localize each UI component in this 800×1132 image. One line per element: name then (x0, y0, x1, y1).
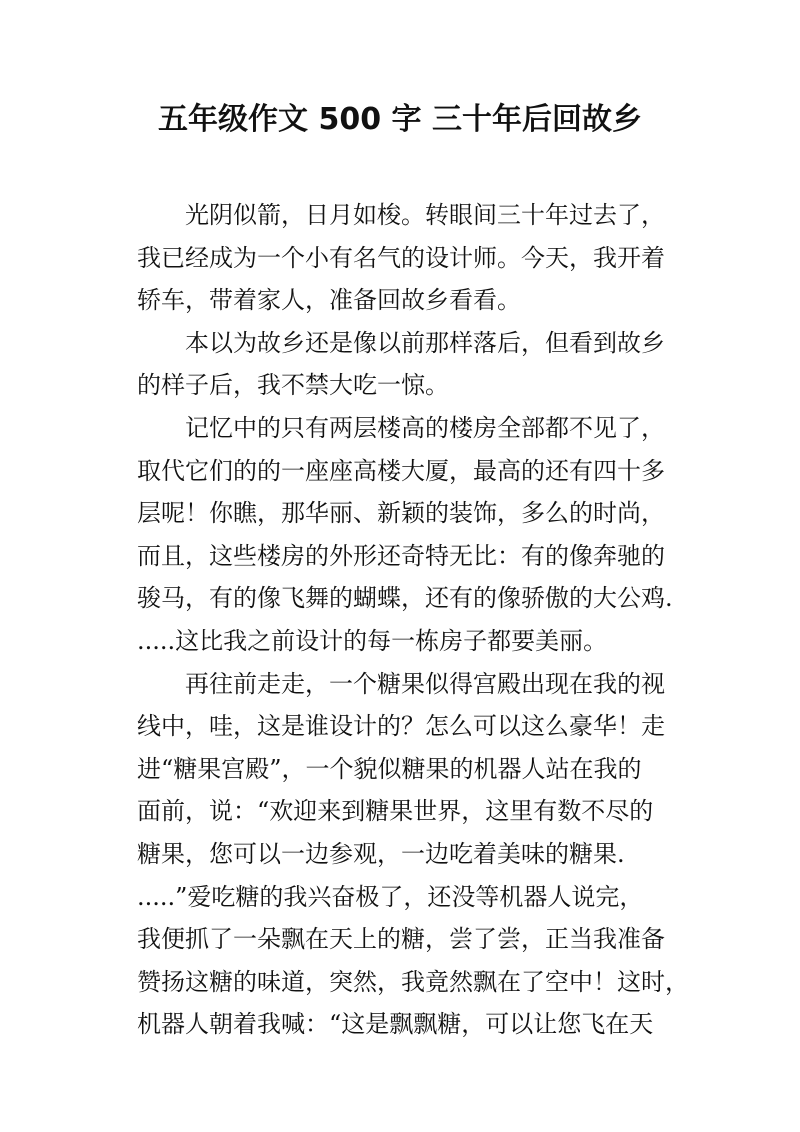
text-line: 我已经成为一个小有名气的设计师。今天，我开着 (137, 243, 665, 272)
text-line: 我便抓了一朵飘在天上的糖，尝了尝，正当我准备 (137, 925, 665, 954)
document-body (137, 194, 689, 1046)
text-line: 糖果，您可以一边参观，一边吃着美味的糖果. (137, 839, 625, 868)
text-line: 再往前走走，一个糖果似得宫殿出现在我的视 (185, 669, 665, 698)
text-line: 本以为故乡还是像以前那样落后，但看到故乡 (185, 328, 665, 357)
text-line: 的样子后，我不禁大吃一惊。 (137, 371, 449, 400)
text-line: 线中，哇，这是谁设计的？怎么可以这么豪华！走 (137, 712, 665, 741)
text-line: 赞扬这糖的味道，突然，我竟然飘在了空中！这时， (137, 967, 689, 996)
text-line: 轿车，带着家人，准备回故乡看看。 (137, 286, 521, 315)
text-line: .....这比我之前设计的每一栋房子都要美丽。 (137, 626, 608, 655)
text-line: 光阴似箭，日月如梭。转眼间三十年过去了， (185, 201, 665, 229)
text-line: 而且，这些楼房的外形还奇特无比：有的像奔驰的 (137, 541, 665, 570)
text-line: 面前，说：“欢迎来到糖果世界，这里有数不尽的 (137, 797, 654, 826)
text-line: 机器人朝着我喊：“这是飘飘糖，可以让您飞在天 (137, 1010, 654, 1039)
text-line: 骏马，有的像飞舞的蝴蝶，还有的像骄傲的大公鸡. (137, 584, 673, 613)
document-title: 五年级作文 500 字 三十年后回故乡 (158, 102, 642, 137)
text-line: 进“糖果宫殿”，一个貌似糖果的机器人站在我的 (137, 754, 642, 783)
text-line: 层呢！你瞧，那华丽、新颖的装饰，多么的时尚， (137, 499, 665, 528)
text-line: 记忆中的只有两层楼高的楼房全部都不见了， (185, 413, 665, 442)
text-line: .....”爱吃糖的我兴奋极了，还没等机器人说完， (137, 882, 644, 911)
text-line: 取代它们的的一座座高楼大厦，最高的还有四十多 (137, 456, 665, 485)
